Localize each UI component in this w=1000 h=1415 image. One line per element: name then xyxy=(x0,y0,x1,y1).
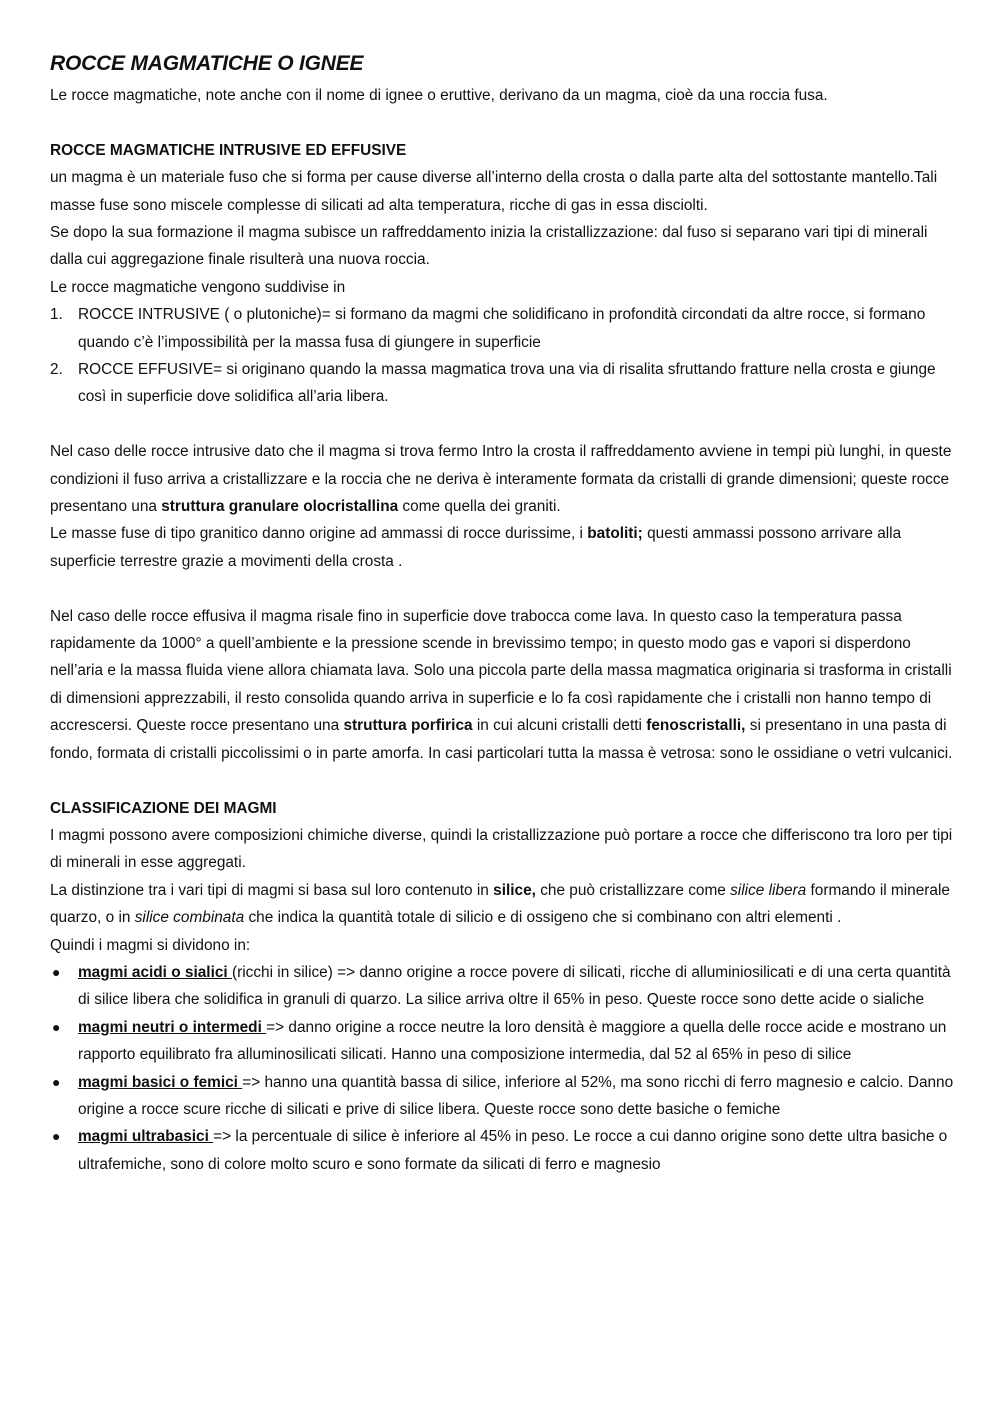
classification-lead: Le rocce magmatiche vengono suddivise in xyxy=(50,278,346,296)
division-lead: Quindi i magmi si dividono in: xyxy=(50,936,251,954)
text-run: => la percentuale di silice è inferiore al 45% in peso. Le rocce a cui danno origine sono dette ultra basiche o ultrafemiche, sono di colore molto scuro e sono formate da silicati di ferro e magnesio xyxy=(78,1128,948,1173)
section-heading-classification: CLASSIFICAZIONE DEI MAGMI xyxy=(50,799,277,817)
text-run: (ricchi in silice) => danno origine a rocce povere di silicati, ricche di alluminiosilicati e di una certa quantità di silice libera che solidifica in granuli di quarzo. La silice arriva oltre il 65% in peso. Queste rocce sono dette acide o sialiche xyxy=(78,963,951,1009)
bold-term: fenoscristalli, xyxy=(646,717,746,735)
crystallization-paragraph: Se dopo la sua formazione il magma subisce un raffreddamento inizia la cristallizzazione: dal fuso si separano vari tipi di minerali dalla cui aggregazione finale risulterà una nuova roccia. xyxy=(50,224,928,269)
italic-term: silice libera xyxy=(730,881,807,899)
intrusive-paragraph xyxy=(50,438,955,520)
bold-term: struttura granulare olocristallina xyxy=(161,498,399,516)
bullet-icon: ● xyxy=(52,1018,61,1035)
magma-term: magmi ultrabasici xyxy=(78,1128,214,1146)
text-run: La distinzione tra i vari tipi di magmi si basa sul loro contenuto in xyxy=(50,881,494,899)
text-run: in cui alcuni cristalli detti xyxy=(472,717,647,735)
list-item-text xyxy=(78,1074,953,1118)
text-run: Nel caso delle rocce intrusive dato che il magma si trova fermo Intro la crosta il raffreddamento avviene in tempi più lunghi, in queste condizioni il fuso arriva a cristallizzare e la roccia che ne deriva è interamente formata da cristalli di grande dimensioni; queste rocce presentano una xyxy=(50,443,952,516)
text-run: Nel caso delle rocce effusiva il magma risale fino in superficie dove trabocca come lava. In questo caso la temperatura passa rapidamente da 1000° a quell’ambiente e la pressione scende in brevissimo tempo; in questo modo gas e vapori si disperdono nell’aria e la massa fluida viene allora chiamata lava. Solo una piccola parte della massa magmatica originaria si trasforma in cristalli di dimensioni apprezzabili, il resto consolida quando arriva in superficie e lo fa così rapidamente che i cristalli non hanno tempo di accrescersi. Queste rocce presentano una xyxy=(50,607,952,735)
magma-term: magmi acidi o sialici xyxy=(78,963,232,981)
effusive-paragraph xyxy=(50,603,955,767)
bullet-icon: ● xyxy=(52,1128,61,1145)
list-item-text xyxy=(78,1019,946,1063)
spacer xyxy=(50,109,955,136)
list-item-text: ROCCE EFFUSIVE= si originano quando la massa magmatica trova una via di risalita sfruttando fratture nella crosta e giunge così in superficie dove solidifica all’aria libera. xyxy=(78,361,936,406)
list-item xyxy=(50,1014,955,1069)
list-number: 1. xyxy=(50,306,63,324)
text-run: formando il minerale quarzo, o in xyxy=(50,881,950,927)
bold-term: struttura porfirica xyxy=(343,717,473,735)
list-item-text: ROCCE INTRUSIVE ( o plutoniche)= si formano da magmi che solidificano in profondità circondati da altre rocce, si formano quando c’è l’impossibilità per la massa fusa di giungere in superficie xyxy=(78,306,926,351)
document-title: ROCCE MAGMATICHE O IGNEE xyxy=(50,52,364,75)
spacer xyxy=(50,767,955,794)
list-item xyxy=(50,356,955,411)
section-heading-intrusive-effusive: ROCCE MAGMATICHE INTRUSIVE ED EFFUSIVE xyxy=(50,141,407,159)
text-run: che può cristallizzare come xyxy=(535,881,731,899)
spacer xyxy=(50,411,955,438)
bullet-icon: ● xyxy=(52,1073,61,1090)
list-item-text xyxy=(78,964,951,1008)
text-run: come quella dei graniti. xyxy=(398,498,561,516)
list-item xyxy=(50,1123,955,1178)
magma-types-list xyxy=(50,959,955,1178)
silica-paragraph xyxy=(50,877,955,932)
bold-term: silice, xyxy=(493,881,536,899)
rock-types-list xyxy=(50,301,955,411)
text-run: questi ammassi possono arrivare alla superficie terrestre grazie a movimenti della crosta . xyxy=(50,525,902,570)
list-item xyxy=(50,1069,955,1124)
spacer xyxy=(50,575,955,602)
list-item xyxy=(50,301,955,356)
magma-definition-paragraph: un magma è un materiale fuso che si forma per cause diverse all’interno della crosta o dalla parte alta del sottostante mantello.Tali masse fuse sono miscele complesse di silicati ad alta temperatura, ricche di gas in essa disciolti. xyxy=(50,169,938,214)
bold-term: batoliti; xyxy=(587,525,643,543)
list-item-text xyxy=(78,1128,947,1172)
bullet-icon: ● xyxy=(52,963,61,980)
magma-term: magmi basici o femici xyxy=(78,1073,243,1091)
text-run: Le masse fuse di tipo granitico danno origine ad ammassi di rocce durissime, i xyxy=(50,525,588,543)
list-item xyxy=(50,959,955,1014)
composition-paragraph: I magmi possono avere composizioni chimiche diverse, quindi la cristallizzazione può portare a rocce che differiscono tra loro per tipi di minerali in esse aggregati. xyxy=(50,826,953,872)
text-run: => hanno una quantità bassa di silice, inferiore al 52%, ma sono ricchi di ferro magnesio e calcio. Danno origine a rocce scure ricche di silicati e prive di silice libera. Queste rocce sono dette basiche o femiche xyxy=(78,1073,954,1118)
italic-term: silice combinata xyxy=(134,909,245,927)
batoliti-paragraph xyxy=(50,520,955,575)
magma-term: magmi neutri o intermedi xyxy=(78,1018,267,1036)
text-run: si presentano in una pasta di fondo, formata di cristalli piccolissimi o in parte amorfa. In casi particolari tutta la massa è vetrosa: sono le ossidiane o vetri vulcanici. xyxy=(50,717,953,762)
intro-paragraph: Le rocce magmatiche, note anche con il nome di ignee o eruttive, derivano da un magma, cioè da una roccia fusa. xyxy=(50,87,828,104)
list-number: 2. xyxy=(50,361,63,379)
document-page xyxy=(50,50,955,1178)
text-run: => danno origine a rocce neutre la loro densità è maggiore a quella delle rocce acide e mostrano un rapporto equilibrato fra alluminosilicati silicati. Hanno una composizione intermedia, dal 52 al 65% in peso di silice xyxy=(78,1018,947,1064)
text-run: che indica la quantità totale di silicio e di ossigeno che si combinano con altri elementi . xyxy=(244,909,842,927)
